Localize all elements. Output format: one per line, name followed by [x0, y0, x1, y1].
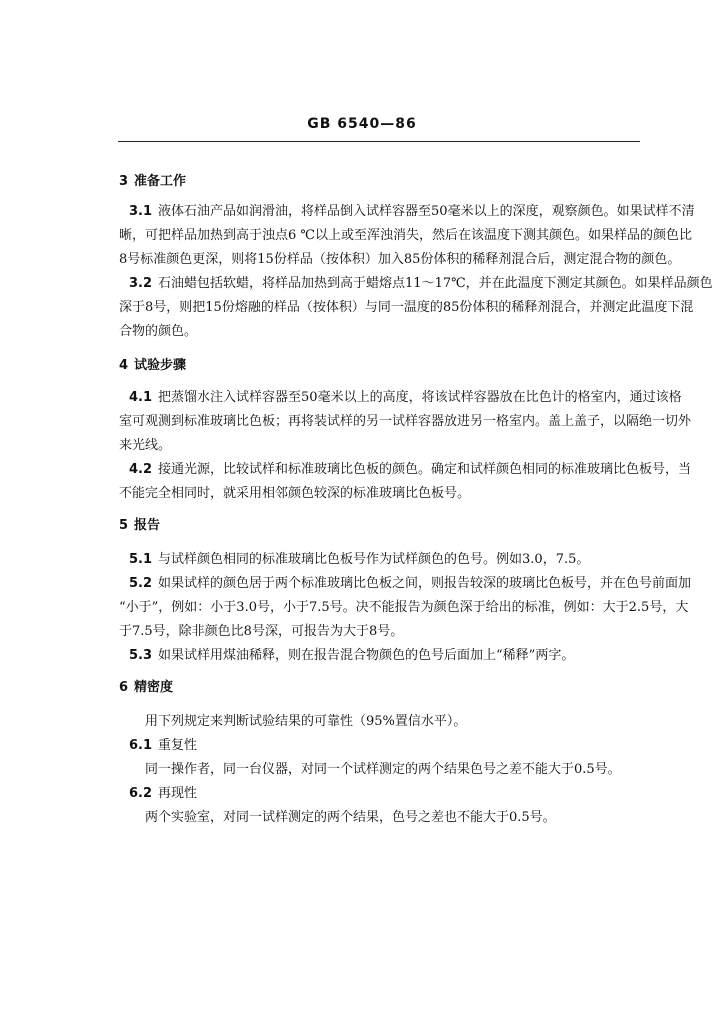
clause-5-1-number: 5.1 [129, 552, 153, 567]
paragraph-3-1-line: 液体石油产品如润滑油，将样品倒入试样容器至50毫米以上的深度，观察颜色。如果试样不清 [158, 204, 695, 219]
section-4-heading [119, 354, 639, 378]
paragraph-5-2 [119, 572, 692, 596]
section-3-title: 准备工作 [134, 174, 187, 189]
section-5-heading [119, 514, 639, 538]
clause-6-2-heading [119, 782, 639, 806]
section-6 [119, 676, 639, 830]
section-5-number: 5 [119, 518, 129, 533]
clause-5-3-number: 5.3 [129, 648, 153, 663]
section-5 [119, 514, 692, 668]
paragraph-4-1-line: 室可观测到标准玻璃比色板；再将装试样的另一试样容器放进另一格室内。盖上盖子，以隔绝一切外 [119, 414, 692, 429]
paragraph-6-2-line: 两个实验室，对同一试样测定的两个结果，色号之差也不能大于0.5号。 [145, 810, 556, 825]
clause-6-2-title: 再现性 [158, 786, 198, 801]
section-6-title: 精密度 [134, 680, 174, 695]
section-3-number: 3 [119, 174, 129, 189]
clause-6-2-number: 6.2 [129, 786, 153, 801]
paragraph-3-2-line: 深于8号，则把15份熔融的样品（按体积）与同一温度的85份体积的稀释剂混合，并测定此温度下混 [119, 300, 694, 315]
paragraph-4-1-line: 来光线。 [119, 438, 172, 453]
section-6-heading [119, 676, 639, 700]
paragraph-4-1 [119, 386, 682, 410]
clause-4-2-number: 4.2 [129, 462, 153, 477]
section-3 [119, 170, 713, 344]
clause-5-2-number: 5.2 [129, 576, 153, 591]
clause-6-1-number: 6.1 [129, 738, 153, 753]
paragraph-6-1-line: 同一操作者，同一台仪器，对同一个试样测定的两个结果色号之差不能大于0.5号。 [145, 762, 621, 777]
paragraph-4-2-line: 接通光源，比较试样和标准玻璃比色板的颜色。确定和试样颜色相同的标准玻璃比色板号，当 [158, 462, 692, 477]
section-4 [119, 354, 692, 506]
paragraph-4-2 [119, 458, 692, 482]
paragraph-3-1 [119, 200, 695, 224]
standard-number-header: GB 6540—86 [307, 116, 417, 132]
paragraph-4-1-line: 把蒸馏水注入试样容器至50毫米以上的高度，将该试样容器放在比色计的格室内，通过该格 [158, 390, 682, 405]
section-5-title: 报告 [134, 518, 161, 533]
paragraph-3-2 [119, 272, 713, 296]
paragraph-5-3-line: 如果试样用煤油稀释，则在报告混合物颜色的色号后面加上“稀释”两字。 [158, 648, 575, 663]
paragraph-3-1-line: 8号标准颜色更深，则将15份样品（按体积）加入85份体积的稀释剂混合后，测定混合物的颜色。 [119, 252, 681, 267]
section-4-title: 试验步骤 [134, 358, 187, 373]
paragraph-5-2-line: “小于”，例如：小于3.0号，小于7.5号。决不能报告为颜色深于给出的标准，例如：大于2.5号，大 [119, 600, 689, 615]
clause-3-1-number: 3.1 [129, 204, 153, 219]
section-6-number: 6 [119, 680, 129, 695]
paragraph-3-2-line: 合物的颜色。 [119, 324, 198, 339]
paragraph-4-2-line: 不能完全相同时，就采用相邻颜色较深的标准玻璃比色板号。 [119, 486, 471, 501]
clause-6-1-title: 重复性 [158, 738, 198, 753]
paragraph-5-1-line: 与试样颜色相同的标准玻璃比色板号作为试样颜色的色号。例如3.0，7.5。 [158, 552, 590, 567]
paragraph-3-1-line: 晰，可把样品加热到高于浊点6 ℃以上或至浑浊消失，然后在该温度下测其颜色。如果样品的颜色比 [119, 228, 692, 243]
paragraph-5-2-line: 于7.5号，除非颜色比8号深，可报告为大于8号。 [119, 624, 404, 639]
paragraph-5-3 [119, 644, 639, 668]
section-6-intro: 用下列规定来判断试验结果的可靠性（95%置信水平）。 [145, 714, 467, 729]
clause-6-1-heading [119, 734, 639, 758]
paragraph-5-2-line: 如果试样的颜色居于两个标准玻璃比色板之间，则报告较深的玻璃比色板号，并在色号前面加 [158, 576, 692, 591]
paragraph-3-2-line: 石油蜡包括软蜡，将样品加热到高于蜡熔点11～17℃，并在此温度下测定其颜色。如果样品颜色 [158, 276, 713, 291]
paragraph-5-1 [119, 548, 639, 572]
clause-3-2-number: 3.2 [129, 276, 153, 291]
clause-4-1-number: 4.1 [129, 390, 153, 405]
header-rule [118, 141, 640, 142]
section-4-number: 4 [119, 358, 129, 373]
section-3-heading [119, 170, 639, 194]
